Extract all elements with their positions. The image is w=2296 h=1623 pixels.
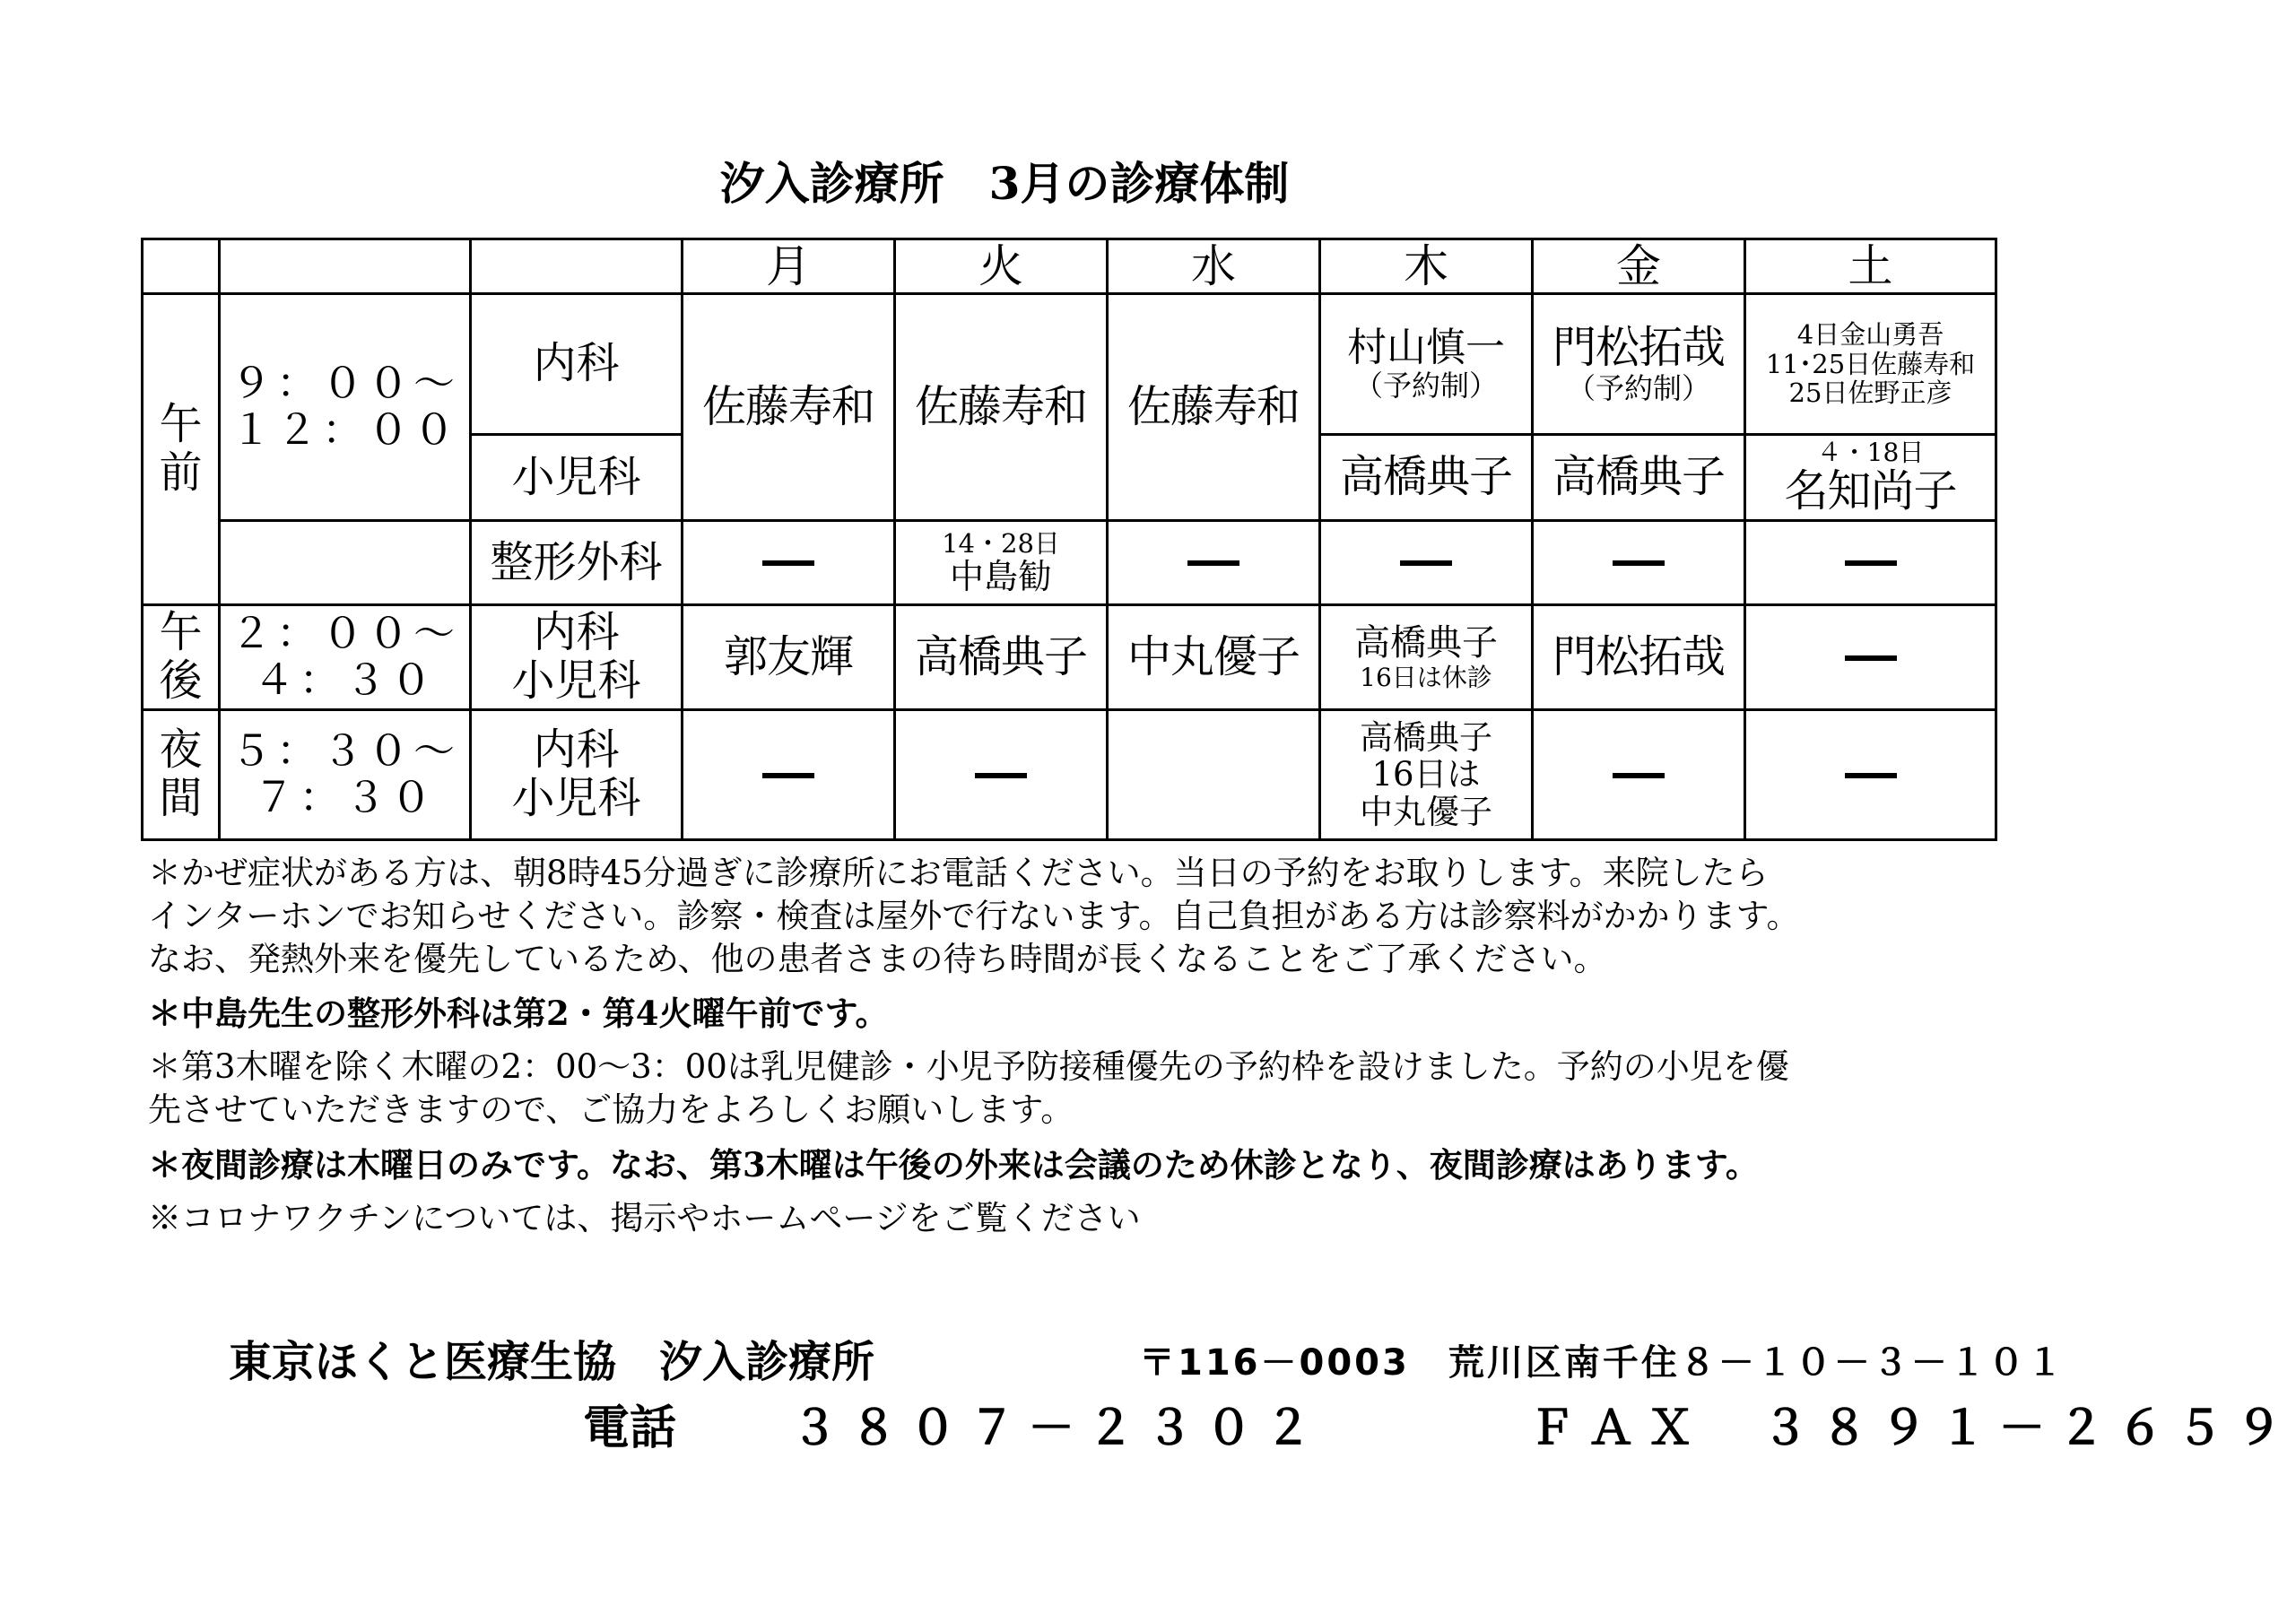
- mon-ortho: [683, 521, 895, 605]
- period-char: 前: [159, 447, 203, 498]
- period-char: 午: [159, 607, 203, 658]
- fri-afternoon: 門松拓哉: [1533, 605, 1745, 710]
- time-end: ４：３０: [253, 655, 437, 704]
- day-thu: 木: [1320, 239, 1533, 294]
- note-pediatric-slot: [148, 1046, 2202, 1132]
- clinic-name: 東京ほくと医療生協 汐入診療所: [229, 1337, 875, 1387]
- doctor-line: 高橋典子: [1360, 717, 1492, 757]
- wed-afternoon: 中丸優子: [1108, 605, 1320, 710]
- period-char: 後: [159, 655, 203, 706]
- schedule-table: [141, 238, 1997, 841]
- time-start: ２：００～: [230, 609, 459, 658]
- sat-evening: [1745, 710, 1996, 840]
- closure-note: 16日は休診: [1360, 662, 1492, 692]
- doctor-line: 16日は: [1371, 755, 1481, 794]
- thu-morning-internal: [1320, 294, 1533, 435]
- thu-morning-pediatrics: 高橋典子: [1320, 435, 1533, 521]
- doctor-line: 25日佐野正彦: [1788, 378, 1952, 409]
- wed-ortho: [1108, 521, 1320, 605]
- doctor-name: 中島勧: [949, 557, 1052, 597]
- period-char: 間: [159, 773, 203, 823]
- note-line: ＊第3木曜を除く木曜の2：00～3：00は乳児健診・小児予防接種優先の予約枠を設けました。予約の小児を優: [148, 1047, 1789, 1087]
- doctor-line: 4日金山勇吾: [1796, 319, 1944, 351]
- note-evening: ＊夜間診療は木曜日のみです。なお、第3木曜は午後の外来は会議のため休診となり、夜間診療はあります。: [148, 1144, 1759, 1185]
- morning-time-cell: [220, 294, 471, 521]
- fri-evening: [1533, 710, 1745, 840]
- thu-afternoon: [1320, 605, 1533, 710]
- reservation-note: （予約制）: [1566, 370, 1710, 405]
- dept-pediatrics: 小児科: [511, 655, 641, 706]
- period-char: 午: [159, 399, 203, 450]
- morning-period-cell: [143, 294, 220, 605]
- afternoon-time-cell: [220, 605, 471, 710]
- mon-afternoon: 郭友輝: [683, 605, 895, 710]
- doctor-line: 中丸優子: [1360, 792, 1492, 831]
- dash-icon: [1845, 560, 1897, 566]
- time-end: １２：００: [230, 405, 459, 454]
- corner-cell: [471, 239, 683, 294]
- sat-ortho: [1745, 521, 1996, 605]
- morning-internal-row: [143, 294, 1996, 435]
- day-fri: 金: [1533, 239, 1745, 294]
- date-note: ４・18日: [1816, 438, 1925, 468]
- time-empty-cell: [220, 521, 471, 605]
- doctor-name: 名知尚子: [1784, 464, 1957, 516]
- evening-time-cell: [220, 710, 471, 840]
- dash-icon: [762, 773, 814, 778]
- thu-ortho: [1320, 521, 1533, 605]
- notes-section: [148, 852, 2202, 1251]
- fri-morning-pediatrics: 高橋典子: [1533, 435, 1745, 521]
- dept-internal: 内科: [533, 607, 620, 658]
- morning-ortho-row: [143, 521, 1996, 605]
- day-mon: 月: [683, 239, 895, 294]
- note-vaccine: ※コロナワクチンについては、掲示やホームページをご覧ください: [148, 1198, 1141, 1237]
- tue-ortho: [895, 521, 1108, 605]
- note-line: 先させていただきますので、ご協力をよろしくお願いします。: [148, 1090, 1074, 1130]
- afternoon-dept-cell: [471, 605, 683, 710]
- day-wed: 水: [1108, 239, 1320, 294]
- dept-internal: 内科: [533, 725, 620, 776]
- dept-pediatrics: 小児科: [471, 435, 683, 521]
- day-sat: 土: [1745, 239, 1996, 294]
- mon-evening: [683, 710, 895, 840]
- contact-line: [583, 1390, 2294, 1457]
- tue-evening: [895, 710, 1108, 840]
- doctor-name: 高橋典子: [1354, 621, 1498, 664]
- corner-cell: [143, 239, 220, 294]
- corner-cell: [220, 239, 471, 294]
- dash-icon: [762, 560, 814, 566]
- wed-evening: [1108, 710, 1320, 840]
- time-start: ９：００～: [230, 359, 459, 408]
- thu-evening: [1320, 710, 1533, 840]
- dash-icon: [1187, 560, 1239, 566]
- dept-orthopedics: 整形外科: [471, 521, 683, 605]
- note-line: ＊かぜ症状がある方は、朝8時45分過ぎに診療所にお電話ください。当日の予約をお取りします。来院したら: [148, 854, 1769, 892]
- note-cold-symptoms: [148, 852, 2202, 981]
- fax-number: ３８９１－２６５９: [1761, 1402, 2295, 1455]
- doctor-line: 11･25日佐藤寿和: [1765, 348, 1976, 379]
- note-orthopedics: ＊中島先生の整形外科は第2・第4火曜午前です。: [148, 994, 889, 1034]
- afternoon-row: [143, 605, 1996, 710]
- period-char: 夜: [159, 725, 203, 776]
- dash-icon: [1845, 655, 1897, 661]
- sat-afternoon: [1745, 605, 1996, 710]
- clinic-address: 〒116－0003 荒川区南千住８－１０－３－１０１: [1139, 1342, 2066, 1384]
- mon-morning: 佐藤寿和: [683, 294, 895, 521]
- fax-label: ＦＡＸ: [1528, 1402, 1707, 1455]
- dash-icon: [1613, 773, 1665, 778]
- afternoon-period-cell: [143, 605, 220, 710]
- sat-morning-internal: [1745, 294, 1996, 435]
- evening-row: [143, 710, 1996, 840]
- header-row: [143, 239, 1996, 294]
- dept-internal: 内科: [471, 294, 683, 435]
- reservation-note: （予約制）: [1353, 368, 1498, 403]
- dash-icon: [1400, 560, 1452, 566]
- note-line: なお、発熱外来を優先しているため、他の患者さまの待ち時間が長くなることをご了承ください。: [148, 940, 1607, 979]
- dash-icon: [1845, 773, 1897, 778]
- fri-ortho: [1533, 521, 1745, 605]
- time-start: ５：３０～: [230, 726, 459, 776]
- doctor-name: 村山慎一: [1347, 325, 1505, 371]
- note-line: インターホンでお知らせください。診察・検査は屋外で行ないます。自己負担がある方は診察料がかかります。: [148, 897, 1800, 936]
- evening-dept-cell: [471, 710, 683, 840]
- date-note: 14・28日: [942, 527, 1060, 559]
- evening-period-cell: [143, 710, 220, 840]
- dept-pediatrics: 小児科: [511, 773, 641, 823]
- tel-number: ３８０７－２３０２: [791, 1402, 1325, 1455]
- tue-morning: 佐藤寿和: [895, 294, 1108, 521]
- doctor-name: 門松拓哉: [1552, 321, 1725, 373]
- tel-label: 電話: [583, 1402, 677, 1455]
- fri-morning-internal: [1533, 294, 1745, 435]
- sat-morning-pediatrics: [1745, 435, 1996, 521]
- dash-icon: [975, 773, 1027, 778]
- page-title: 汐入診療所 3月の診療体制: [719, 157, 1290, 210]
- tue-afternoon: 高橋典子: [895, 605, 1108, 710]
- wed-morning: 佐藤寿和: [1108, 294, 1320, 521]
- day-tue: 火: [895, 239, 1108, 294]
- time-end: ７：３０: [253, 773, 437, 821]
- dash-icon: [1613, 560, 1665, 566]
